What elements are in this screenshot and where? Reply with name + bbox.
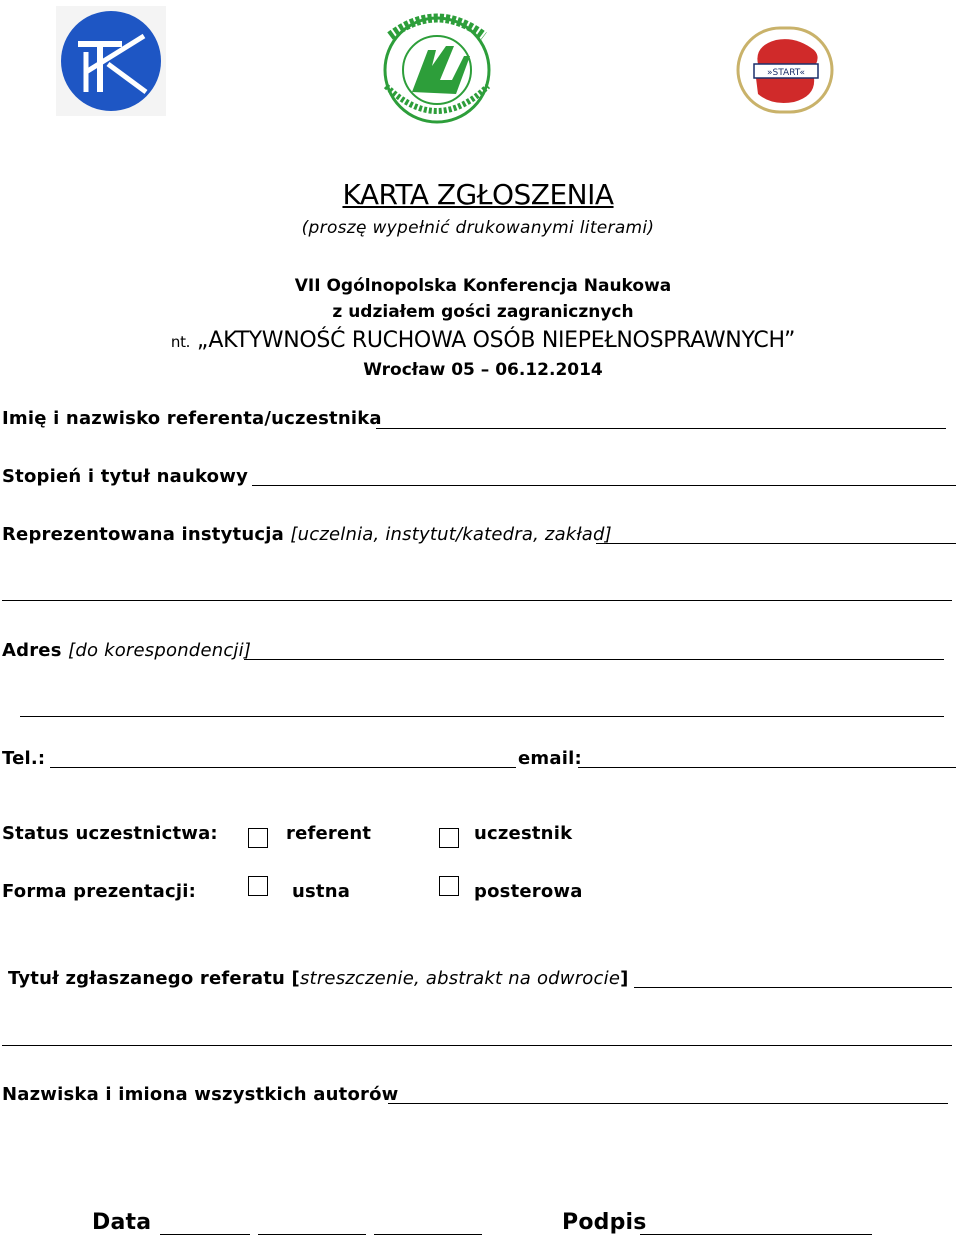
institution-field[interactable] bbox=[596, 543, 956, 544]
conference-name: VII Ogólnopolska Konferencja Naukowa bbox=[294, 276, 672, 296]
institution-label-row bbox=[2, 524, 612, 545]
address-hint: [do korespondencji] bbox=[68, 640, 252, 661]
poster-checkbox[interactable] bbox=[439, 876, 459, 896]
svg-text:TK: TK bbox=[110, 110, 112, 111]
date-field-month[interactable] bbox=[258, 1234, 366, 1235]
oral-checkbox[interactable] bbox=[248, 876, 268, 896]
conference-place-date: Wrocław 05 – 06.12.2014 bbox=[363, 360, 603, 380]
degree-label: Stopień i tytuł naukowy bbox=[2, 466, 249, 487]
email-label: email: bbox=[518, 748, 582, 769]
participant-checkbox[interactable] bbox=[439, 828, 459, 848]
name-field[interactable] bbox=[376, 428, 946, 429]
authors-field[interactable] bbox=[388, 1103, 948, 1104]
paper-title-label-row bbox=[8, 968, 629, 989]
logo-left bbox=[56, 6, 166, 116]
address-label-row bbox=[2, 640, 251, 661]
institution-hint: [uczelnia, instytut/katedra, zakład] bbox=[290, 524, 612, 545]
paper-title-field[interactable] bbox=[634, 987, 952, 988]
institution-field-line2[interactable] bbox=[2, 600, 952, 601]
signature-label: Podpis bbox=[562, 1210, 647, 1235]
svg-text:»START«: »START« bbox=[767, 68, 805, 78]
email-field[interactable] bbox=[578, 767, 956, 768]
paper-title-hint-close: ] bbox=[620, 968, 629, 989]
status-label: Status uczestnictwa: bbox=[2, 823, 218, 844]
conference-guests: z udziałem gości zagranicznych bbox=[332, 302, 634, 322]
degree-field[interactable] bbox=[252, 485, 956, 486]
logo-center bbox=[370, 6, 504, 126]
page-subtitle: (proszę wypełnić drukowanymi literami) bbox=[301, 218, 655, 238]
address-field[interactable] bbox=[244, 659, 944, 660]
referent-checkbox[interactable] bbox=[248, 828, 268, 848]
participant-option-label: uczestnik bbox=[474, 823, 573, 844]
date-field-year[interactable] bbox=[374, 1234, 482, 1235]
phone-label: Tel.: bbox=[2, 748, 46, 769]
paper-title-hint-open: [ bbox=[291, 968, 300, 989]
presentation-label: Forma prezentacji: bbox=[2, 881, 197, 902]
signature-field[interactable] bbox=[640, 1234, 872, 1235]
page-title: KARTA ZGŁOSZENIA bbox=[342, 178, 614, 211]
address-field-line2[interactable] bbox=[20, 716, 944, 717]
paper-title-field-line2[interactable] bbox=[2, 1045, 952, 1046]
name-label: Imię i nazwisko referenta/uczestnika bbox=[2, 408, 382, 429]
authors-label: Nazwiska i imiona wszystkich autorów bbox=[2, 1084, 399, 1105]
conference-topic-line bbox=[0, 328, 960, 353]
paper-title-label: Tytuł zgłaszanego referatu bbox=[8, 968, 286, 989]
logo-right bbox=[736, 26, 834, 114]
institution-label: Reprezentowana instytucja bbox=[2, 524, 284, 545]
date-label: Data bbox=[92, 1210, 152, 1235]
address-label: Adres bbox=[2, 640, 62, 661]
oral-option-label: ustna bbox=[292, 881, 351, 902]
date-field-day[interactable] bbox=[160, 1234, 250, 1235]
conference-topic: „AKTYWNOŚĆ RUCHOWA OSÓB NIEPEŁNOSPRAWNYCH” bbox=[196, 328, 796, 353]
referent-option-label: referent bbox=[286, 823, 372, 844]
phone-field[interactable] bbox=[50, 767, 516, 768]
conference-prefix: nt. bbox=[170, 333, 191, 351]
paper-title-hint: streszczenie, abstrakt na odwrocie bbox=[299, 968, 621, 989]
poster-option-label: posterowa bbox=[474, 881, 583, 902]
